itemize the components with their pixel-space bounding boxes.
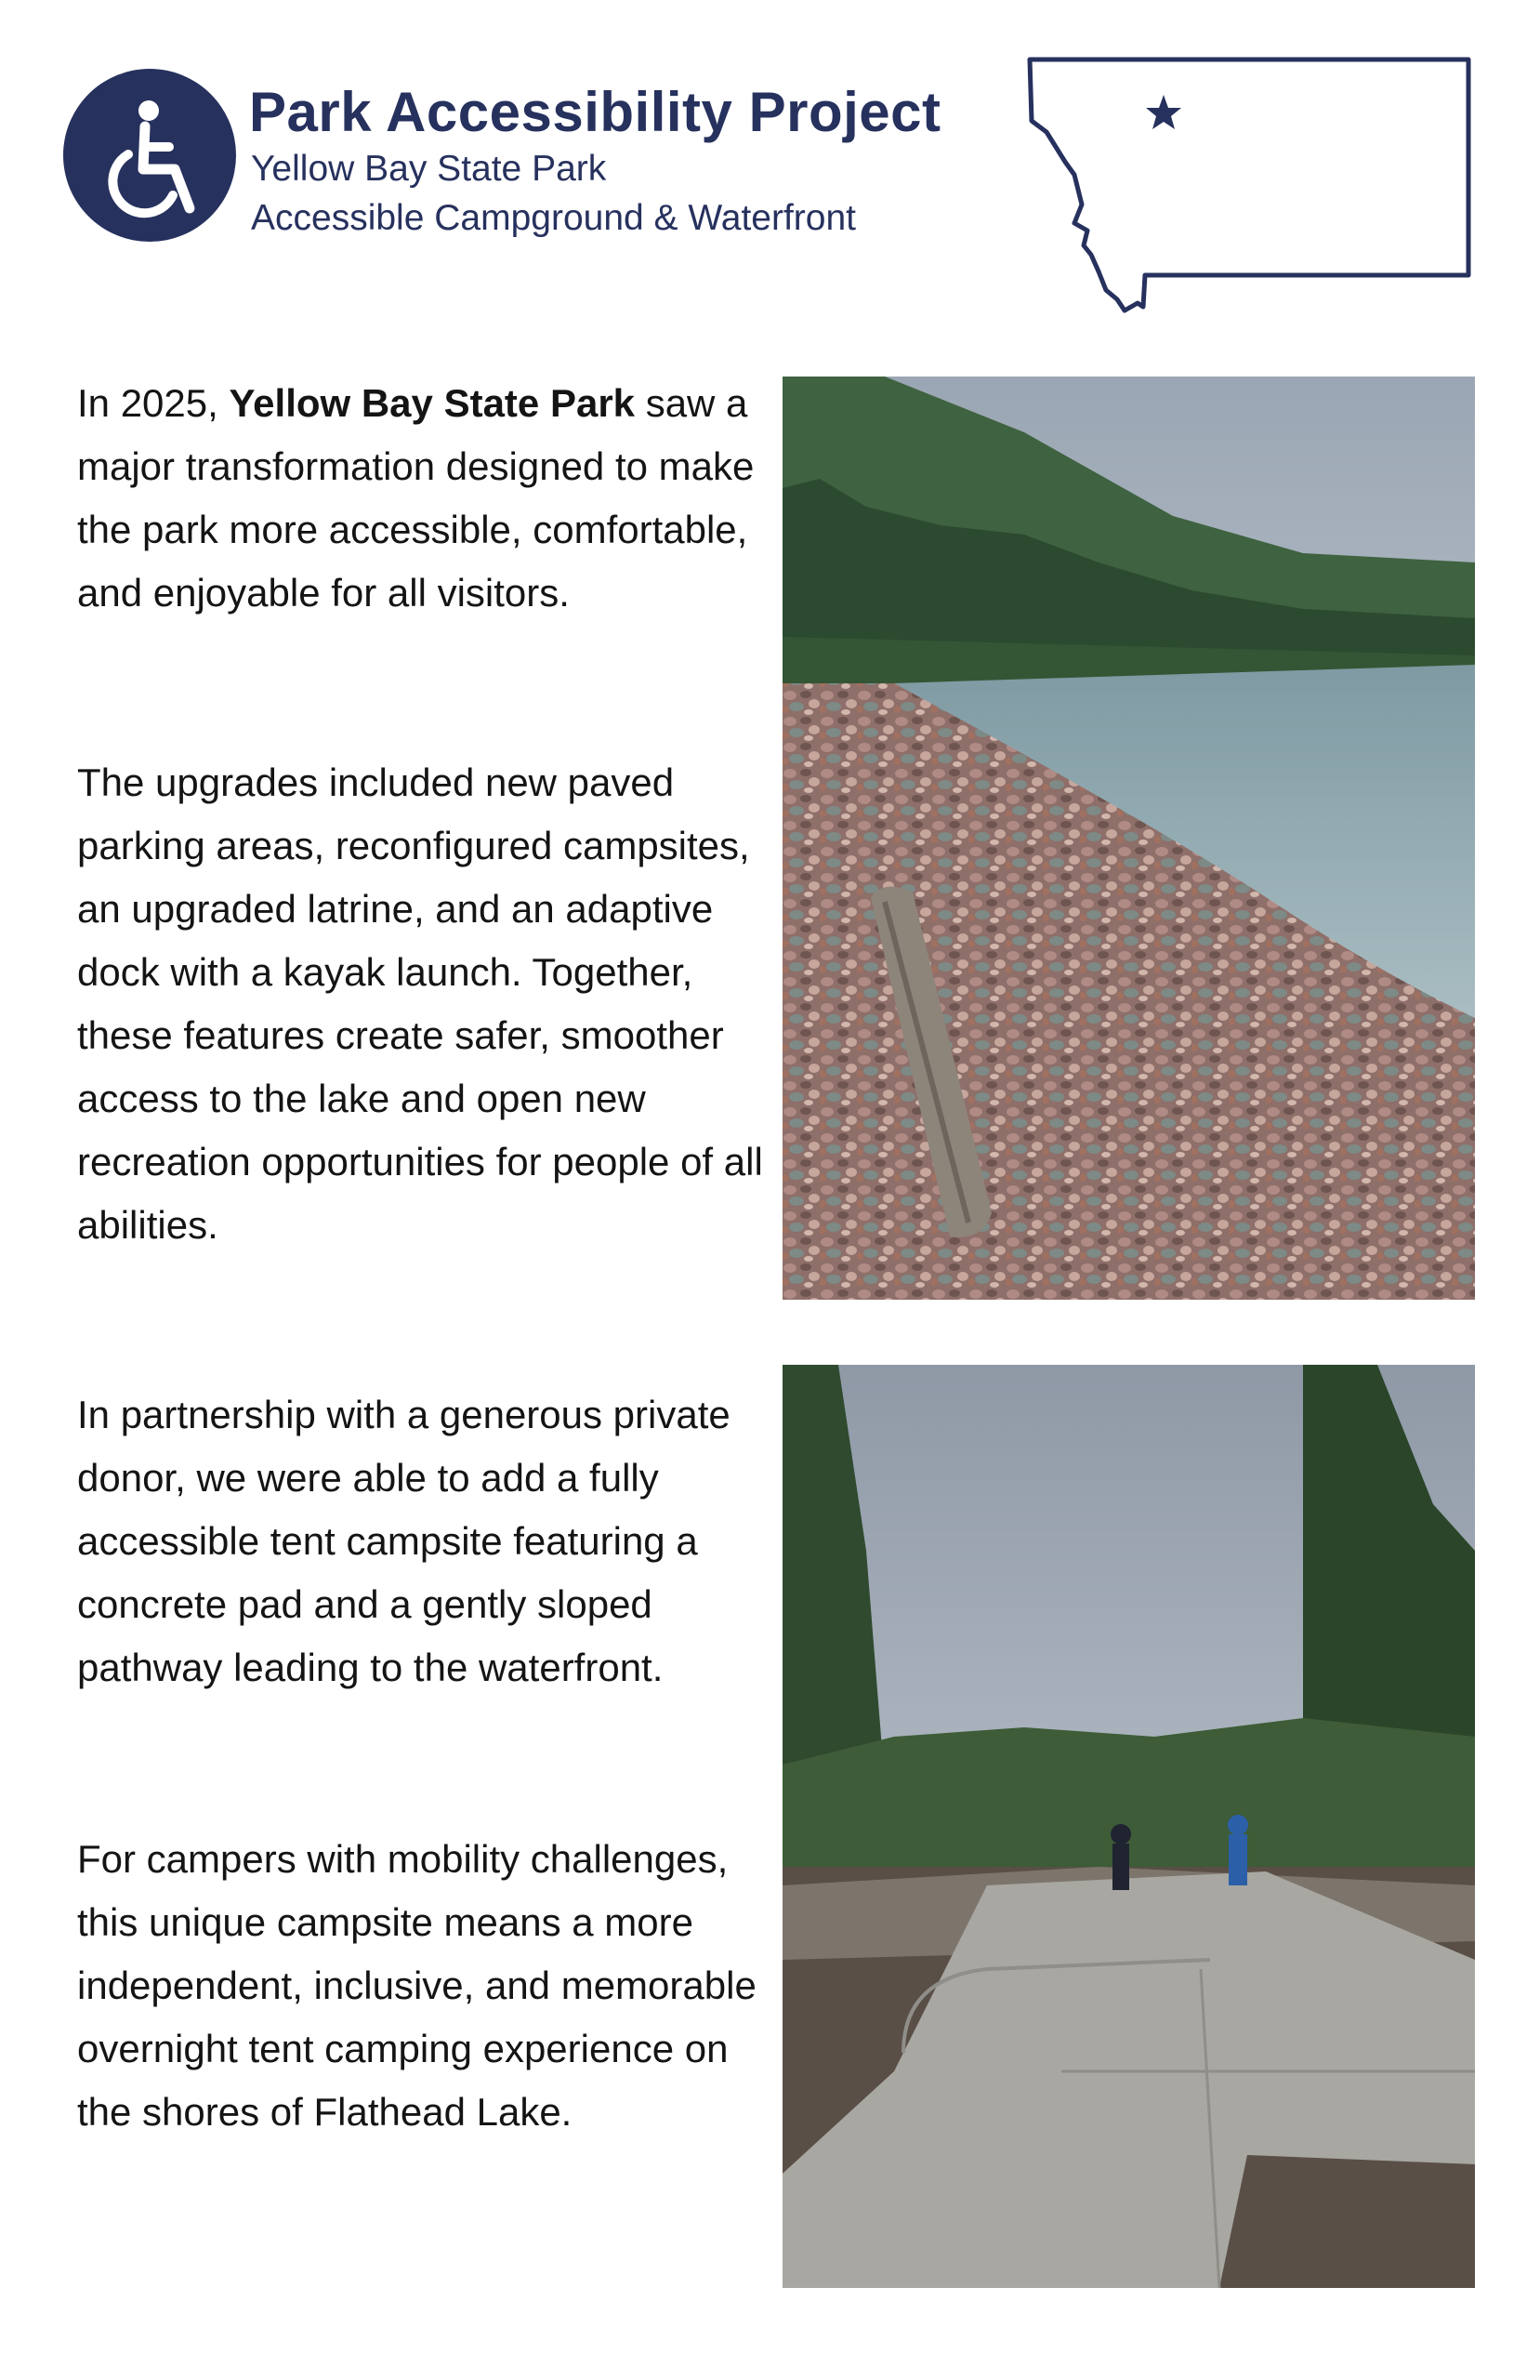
montana-map [1026, 56, 1481, 321]
page-title: Park Accessibility Project [249, 81, 941, 143]
wheelchair-accessibility-icon [63, 69, 236, 242]
lakeshore-photo [783, 377, 1475, 1300]
park-name: Yellow Bay State Park [251, 149, 607, 189]
partnership-paragraph: In partnership with a generous private donor, we were able to add a fully accessible tent campsite featuring a concrete pad and a gently sloped pathway leading to the waterfront. [77, 1393, 731, 1689]
campers-paragraph: For campers with mobility challenges, this unique campsite means a more independent, inclusive, and memorable overnight tent camping experience on the shores of Flathead Lake. [77, 1837, 757, 2134]
upgrades-paragraph: The upgrades included new paved parking areas, reconfigured campsites, an upgraded latrine, and an adaptive dock with a kayak launch. Together, these features create safer, smoother access to the lake and open new recreation opportunities for people of all abilities. [77, 760, 763, 1247]
intro-paragraph: In 2025, Yellow Bay State Park saw a major transformation designed to make the park more accessible, comfortable, and enjoyable for all visitors. [77, 381, 755, 615]
star-icon [1144, 93, 1183, 132]
park-name-emphasis: Yellow Bay State Park [229, 381, 636, 425]
project-subtitle: Accessible Campground & Waterfront [251, 198, 857, 238]
campsite-pad-photo [783, 1365, 1475, 2288]
